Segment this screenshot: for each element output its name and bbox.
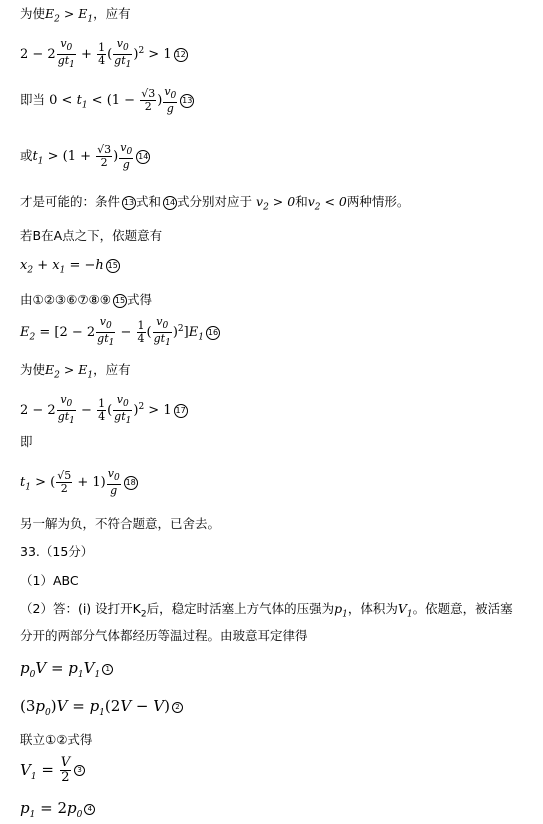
- answer-part-1: （1）ABC: [20, 573, 79, 588]
- equation-number-13: 13: [180, 94, 194, 108]
- combine-note: 联立①②式得: [20, 732, 93, 747]
- equation-number-12: 12: [174, 48, 188, 62]
- inequality-17: 2 − 2 $\frac{v_0}{gt_1}$ − $\frac{1}{4}$ ( $\frac{v_0}{gt_1}$ )$^2$ > 1 17: [20, 393, 186, 427]
- equation-number-4: 4: [84, 804, 95, 815]
- volume-result: $V_1$ = $\frac{V}{2}$ 3: [20, 756, 85, 785]
- case-b-below-a: 若B在A点之下，依题意有: [20, 228, 163, 243]
- result-18: $t_1$ > ( $\frac{√5}{2}$ + 1) $\frac{v_0}{g}$ 18: [20, 467, 136, 498]
- range-14: 或$t_1 > (1$ + $\frac{√3}{2}$ ) $\frac{v_0}{g}$ 14: [20, 141, 149, 172]
- math-e2-gt-e1: $E_2 > E_1$: [45, 6, 94, 25]
- ji-label: 即: [20, 434, 33, 449]
- equation-number-1: 1: [102, 664, 113, 675]
- answer-part-2-intro: （2）答：(i) 设打开$K_2$后，稳定时活塞上方气体的压强为$p_1$，体积为$V_1$。依题意，被活塞: [20, 601, 513, 620]
- isothermal-note: 分开的两部分气体都经历等温过程。由玻意耳定律得: [20, 628, 308, 643]
- condition-line-1: 为使$E_2 > E_1$，应有: [20, 6, 131, 25]
- equation-number-18: 18: [124, 476, 138, 490]
- derivation-note: 由①②③⑥⑦⑧⑨ 15 式得: [20, 292, 152, 307]
- pressure-result: $p_1 = 2p_04$: [20, 800, 95, 823]
- boyle-eq-2: $(3p_0)V = p_1(2V - V)$ 2: [20, 698, 183, 721]
- inequality-12: 2 − 2 $\frac{v_0}{gt_1}$ + $\frac{1}{4}$ ( $\frac{v_0}{gt_1}$ )$^2$ > 1 12: [20, 37, 186, 71]
- possibility-statement: 才是可能的：条件 13 式和 14 式分别对应于 $v_2 > 0$和$v_2 < 0$两种情形。: [20, 194, 410, 213]
- range-13: 即当 $0 < t_1 < (1$ − $\frac{√3}{2}$ ) $\frac{v_0}{g}$ 13: [20, 85, 193, 116]
- equation-16: $E_2 = [2 - 2$ $\frac{v_0}{gt_1}$ − $\frac{1}{4}$ ( $\frac{v_0}{gt_1}$ )$^2]E_116$: [20, 315, 219, 349]
- condition-line-2: 为使$E_2 > E_1$，应有: [20, 362, 131, 381]
- discard-note: 另一解为负，不符合题意，已舍去。: [20, 516, 221, 531]
- boyle-eq-1: $p_0V = p_1V_11$: [20, 660, 113, 683]
- equation-number-14: 14: [136, 150, 150, 164]
- equation-number-15: 15: [106, 259, 120, 273]
- equation-number-3: 3: [74, 765, 85, 776]
- equation-number-2: 2: [172, 702, 183, 713]
- question-33-header: 33.（15分）: [20, 544, 94, 559]
- equation-15: $x_2 + x_1 = -h$ 15: [20, 258, 118, 276]
- equation-number-16: 16: [206, 326, 220, 340]
- equation-number-17: 17: [174, 404, 188, 418]
